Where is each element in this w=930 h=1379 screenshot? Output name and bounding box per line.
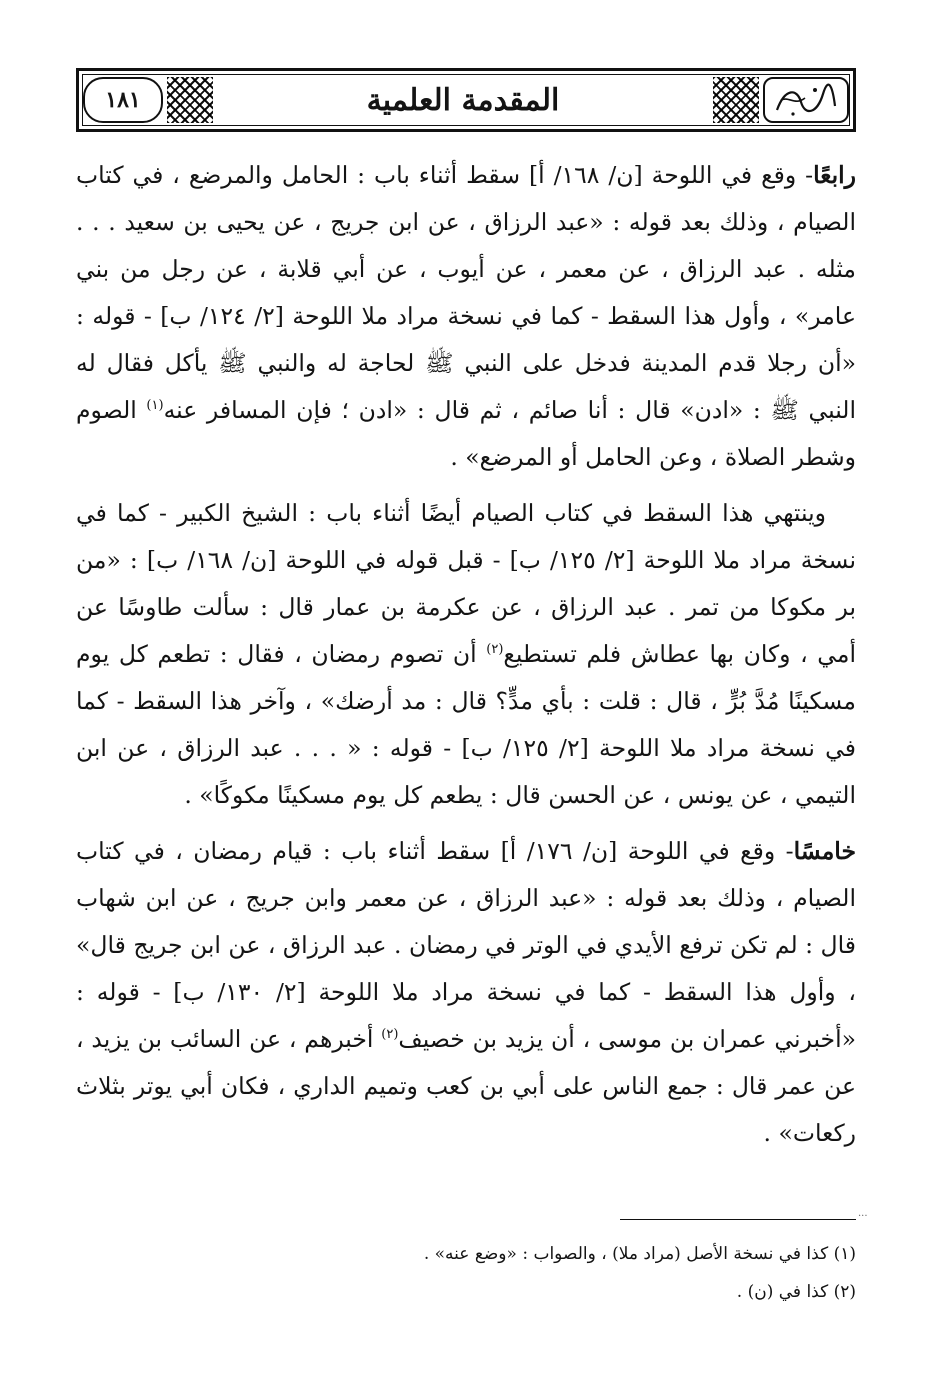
paragraph-lead: رابعًا [813,161,857,189]
footnote-separator [620,1219,856,1220]
book-logo [763,77,849,123]
paragraph-continuation [76,490,856,819]
footnote-ref[interactable]: (١) [146,398,164,414]
running-title: المقدمة العلمية [366,82,560,118]
paragraph-fifth [76,828,856,1157]
page-number-medallion [83,77,163,123]
paragraph-text-after: الصوم وشطر الصلاة ، وعن الحامل أو المرضع» . [76,396,856,471]
header-title-area [213,71,713,129]
running-header [76,68,856,132]
footnote-ref[interactable]: (٢) [381,1027,399,1043]
header-ornament-left [167,77,213,123]
footnote-ref[interactable]: (٢) [486,642,504,658]
header-ornament-right [713,77,759,123]
paragraph-text: وينتهي هذا السقط في كتاب الصيام أيضًا أثناء باب : الشيخ الكبير - كما في نسخة مراد ملا اللوحة [٢/ ١٢٥/ ب] - قبل قوله في اللوحة [ن/ ١٦٨/ ب] : «من بر مكوكا من تمر . عبد الرزاق ، عن عكرمة بن عمار قال : سألت طاوسًا عن أمي ، وكان بها عطاش فلم تستطيع [76,499,856,668]
page-number: ١٨١ [105,87,141,113]
paragraph-fourth [76,152,856,481]
paragraph-text: - وقع في اللوحة [ن/ ١٦٨/ أ] سقط أثناء باب : الحامل والمرضع ، في كتاب الصيام ، وذلك بعد قوله : «عبد الرزاق ، عن ابن جريج ، عن يحيى بن سعيد . . . مثله . عبد الرزاق ، عن معمر ، عن أيوب ، عن أبي قلابة ، عن رجل من بني عامر» ، وأول هذا السقط - كما في نسخة مراد ملا اللوحة [٢/ ١٢٤/ ب] - قوله : «أن رجلا قدم المدينة فدخل على النبي ﷺ لحاجة له والنبي ﷺ يأكل فقال له النبي ﷺ : «ادن» قال : أنا صائم ، ثم قال : «ادن ؛ فإن المسافر عنه [76,161,856,424]
paragraph-lead: خامسًا [793,837,856,865]
calligraphy-logo-icon [771,80,841,120]
footnote-1: (١) كذا في نسخة الأصل (مراد ملا) ، والصواب : «وضع عنه» . [423,1244,856,1264]
main-text [76,152,856,1166]
footnote-2: (٢) كذا في (ن) . [736,1282,856,1302]
footnotes [76,1235,856,1311]
margin-mark: ... [858,1208,868,1219]
paragraph-text-after: أخبرهم ، عن السائب بن يزيد ، عن عمر قال : جمع الناس على أبي بن كعب وتميم الداري ، فكان أبي يوتر بثلاث ركعات» . [76,1025,856,1147]
paragraph-text: - وقع في اللوحة [ن/ ١٧٦/ أ] سقط أثناء باب : قيام رمضان ، في كتاب الصيام ، وذلك بعد قوله : «عبد الرزاق ، عن معمر وابن جريج ، عن ابن شهاب قال : لم تكن ترفع الأيدي في الوتر في رمضان . عبد الرزاق ، عن ابن جريج قال» ، وأول هذا السقط - كما في نسخة مراد ملا اللوحة [٢/ ١٣٠/ ب] - قوله : «أخبرني عمران بن موسى ، أن يزيد بن خصيف [76,837,856,1053]
paragraph-text-after: أن تصوم رمضان ، فقال : تطعم كل يوم مسكينًا مُدَّ بُرٍّ ، قال : قلت : بأي مدٍّ؟ قال : مد أرضك» ، وآخر هذا السقط - كما في نسخة مراد ملا اللوحة [٢/ ١٢٥/ ب] - قوله : « . . . عبد الرزاق ، عن ابن التيمي ، عن يونس ، عن الحسن قال : يطعم كل يوم مسكينًا مكوكًا» . [76,640,857,809]
